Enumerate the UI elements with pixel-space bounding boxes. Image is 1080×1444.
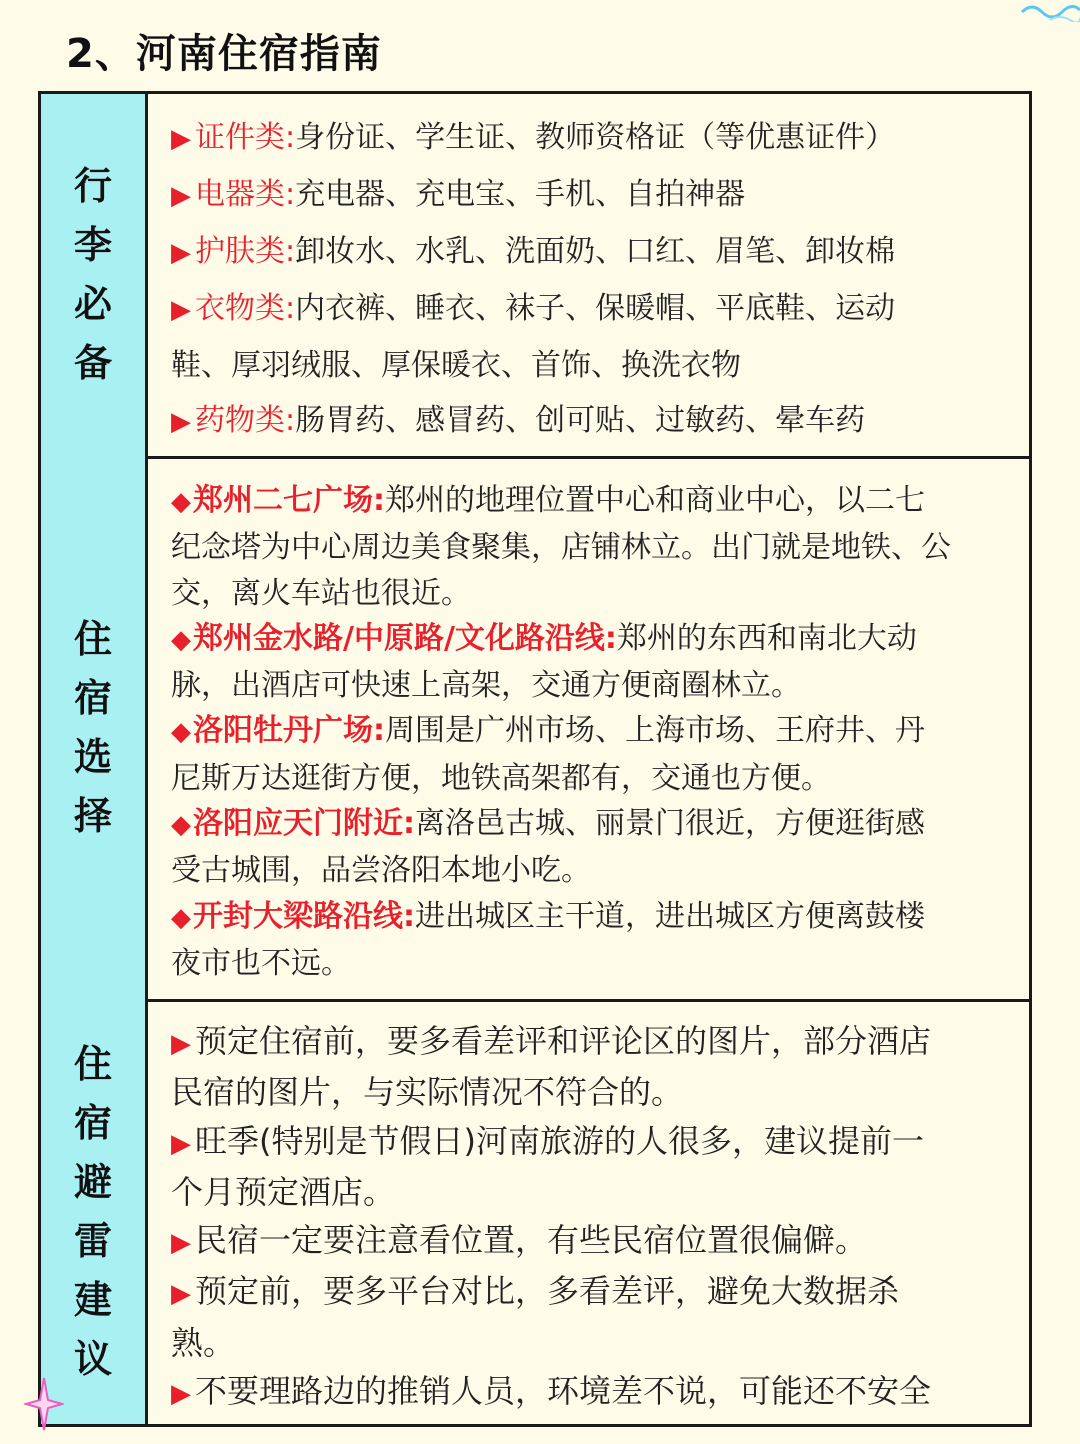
item-text: 身份证、学生证、教师资格证（等优惠证件） <box>295 120 896 155</box>
list-item <box>171 167 1009 224</box>
item-text: 离洛邑古城、丽景门很近，方便逛街感 <box>415 806 925 842</box>
location-name: 郑州二七广场: <box>193 483 385 518</box>
list-item <box>171 1017 1009 1068</box>
luggage-list <box>148 94 1029 456</box>
list-item <box>171 1216 1009 1267</box>
item-text: 周围是广州市场、上海市场、王府井、丹 <box>385 713 925 749</box>
triangle-bullet-icon: ▶ <box>171 181 191 211</box>
item-text: 不要理路边的推销人员，环境差不说，可能还不安全 <box>195 1372 932 1411</box>
list-item <box>171 708 1009 755</box>
category-label: 衣物类: <box>195 291 296 326</box>
label-char: 宿 <box>73 675 112 720</box>
label-char: 建 <box>73 1277 112 1322</box>
section-label-text <box>73 610 113 846</box>
category-label: 护肤类: <box>195 234 296 269</box>
list-item <box>171 393 1009 450</box>
item-text: 卸妆水、水乳、洗面奶、口红、眉笔、卸妆棉 <box>295 234 896 269</box>
item-text: 尼斯万达逛街方便，地铁高架都有，交通也方便。 <box>171 760 831 796</box>
diamond-bullet-icon: ◆ <box>171 810 191 841</box>
item-text: 脉，出酒店可快速上高架，交通方便商圈林立。 <box>171 668 801 704</box>
diamond-bullet-icon: ◆ <box>171 902 191 933</box>
section-label-text <box>73 157 113 393</box>
sparkle-icon <box>24 1376 64 1432</box>
list-item <box>171 224 1009 281</box>
item-text-continued <box>171 571 1009 616</box>
item-text: 民宿的图片，与实际情况不符合的。 <box>171 1073 684 1112</box>
stay-list <box>148 456 1029 999</box>
item-text: 肠胃药、感冒药、创可贴、过敏药、晕车药 <box>295 403 866 438</box>
location-name: 开封大梁路沿线: <box>193 898 415 934</box>
category-label: 电器类: <box>195 177 296 212</box>
list-item <box>171 1367 1009 1418</box>
category-label: 药物类: <box>195 403 296 438</box>
item-text-continued <box>171 525 1009 570</box>
label-char: 住 <box>73 1041 112 1086</box>
item-text: 预定住宿前，要多看差评和评论区的图片，部分酒店 <box>195 1022 932 1060</box>
label-char: 必 <box>73 282 112 326</box>
location-name: 洛阳应天门附近: <box>193 806 415 842</box>
diamond-bullet-icon: ◆ <box>171 487 191 517</box>
item-text: 旺季(特别是节假日)河南旅游的人很多，建议提前一 <box>195 1121 924 1160</box>
triangle-bullet-icon: ▶ <box>171 238 191 268</box>
list-item <box>171 1267 1009 1318</box>
list-item <box>171 478 1009 525</box>
triangle-bullet-icon: ▶ <box>171 1279 191 1310</box>
label-char: 雷 <box>73 1218 112 1263</box>
item-text-continued <box>171 1319 1009 1367</box>
label-char: 行 <box>73 164 112 208</box>
location-name: 郑州金水路/中原路/文化路沿线: <box>193 620 617 656</box>
luggage-section <box>41 94 1029 459</box>
item-text-continued <box>171 1168 1009 1216</box>
tips-section <box>41 999 1029 1424</box>
item-text-continued <box>171 1068 1009 1116</box>
triangle-bullet-icon: ▶ <box>171 1029 191 1059</box>
label-char: 选 <box>73 734 112 779</box>
triangle-bullet-icon: ▶ <box>171 124 191 154</box>
item-text: 郑州的地理位置中心和商业中心，以二七 <box>385 483 925 518</box>
diamond-bullet-icon: ◆ <box>171 624 191 655</box>
list-item <box>171 110 1009 167</box>
item-text: 个月预定酒店。 <box>171 1172 396 1211</box>
item-text: 受古城围，品尝洛阳本地小吃。 <box>171 853 591 889</box>
item-text: 充电器、充电宝、手机、自拍神器 <box>295 177 746 212</box>
list-item <box>171 801 1009 848</box>
item-text-continued <box>171 848 1009 893</box>
wave-decoration-icon <box>1020 0 1080 22</box>
label-char: 李 <box>73 223 112 267</box>
tips-list <box>148 999 1029 1424</box>
diamond-bullet-icon: ◆ <box>171 717 191 748</box>
triangle-bullet-icon: ▶ <box>171 1228 191 1259</box>
guide-table <box>38 91 1032 1427</box>
item-text-continued <box>171 756 1009 801</box>
list-item <box>171 894 1009 941</box>
luggage-label <box>41 94 148 456</box>
item-text: 内衣裤、睡衣、袜子、保暖帽、平底鞋、运动 <box>295 291 896 326</box>
list-item <box>171 616 1009 663</box>
list-item <box>171 281 1009 338</box>
list-item <box>171 1117 1009 1168</box>
item-text: 纪念塔为中心周边美食聚集，店铺林立。出门就是地铁、公 <box>171 530 951 566</box>
stay-section <box>41 456 1029 1002</box>
item-text: 交，离火车站也很近。 <box>171 575 471 611</box>
label-char: 避 <box>73 1159 112 1204</box>
item-text: 预定前，要多平台对比，多看差评，避免大数据杀 <box>195 1272 900 1311</box>
item-text: 夜市也不远。 <box>171 945 351 981</box>
item-text: 进出城区主干道，进出城区方便离鼓楼 <box>415 898 925 934</box>
tips-label <box>41 999 148 1424</box>
triangle-bullet-icon: ▶ <box>171 1379 191 1410</box>
section-label-text <box>73 1035 113 1389</box>
triangle-bullet-icon: ▶ <box>171 295 191 325</box>
item-text-continued <box>171 663 1009 708</box>
location-name: 洛阳牡丹广场: <box>193 713 385 749</box>
item-text: 郑州的东西和南北大动 <box>616 620 917 656</box>
label-char: 择 <box>73 793 112 838</box>
stay-label <box>41 456 148 999</box>
item-text-continued: 鞋、厚羽绒服、厚保暖衣、首饰、换洗衣物 <box>171 348 741 383</box>
label-char: 备 <box>73 341 112 385</box>
label-char: 议 <box>73 1336 112 1381</box>
item-text: 民宿一定要注意看位置，有些民宿位置很偏僻。 <box>195 1221 868 1260</box>
label-char: 住 <box>73 616 112 661</box>
label-char: 宿 <box>73 1100 112 1145</box>
triangle-bullet-icon: ▶ <box>171 407 191 437</box>
triangle-bullet-icon: ▶ <box>171 1128 191 1159</box>
item-text: 熟。 <box>171 1323 236 1362</box>
item-text-continued <box>171 941 1009 986</box>
page-title: 2、河南住宿指南 <box>66 31 382 77</box>
category-label: 证件类: <box>195 120 296 155</box>
